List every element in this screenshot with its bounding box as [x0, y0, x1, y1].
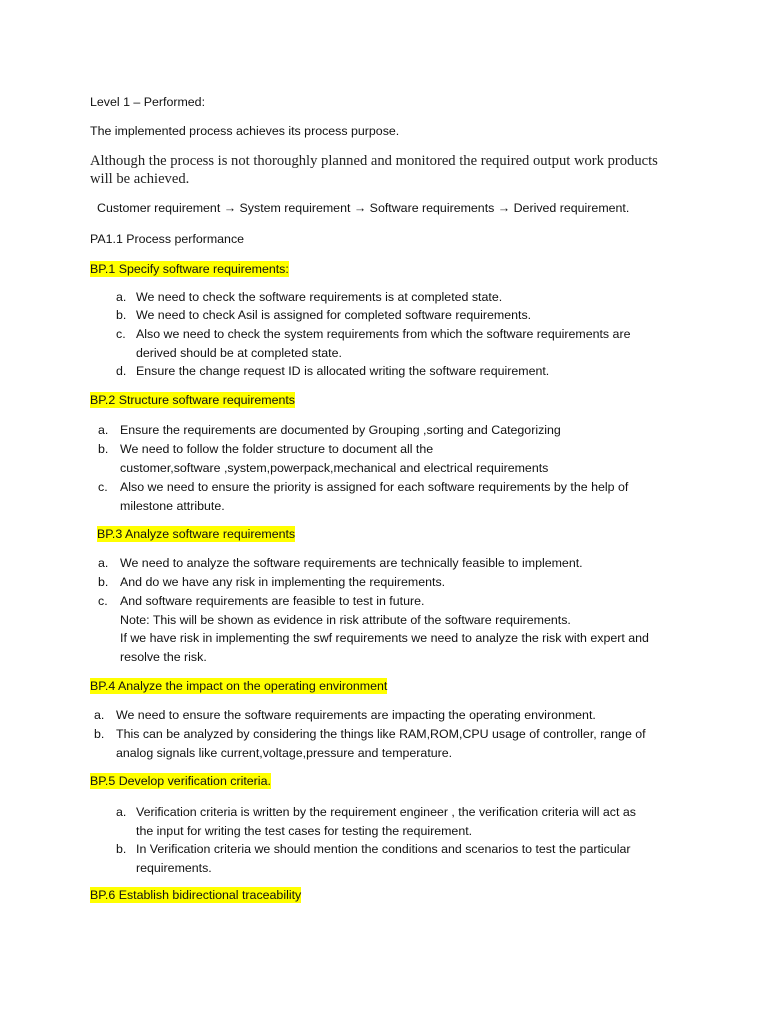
list-item-text: Ensure the requirements are documented by Grouping ,sorting and Categorizing	[120, 423, 561, 437]
list-marker: a.	[98, 556, 109, 570]
section-heading-text: BP.4 Analyze the impact on the operating environment	[90, 679, 388, 693]
list-marker: a.	[116, 290, 127, 304]
list-marker: c.	[116, 327, 126, 341]
list-item-text: We need to check the software requirements is at completed state.	[136, 290, 503, 304]
list-item-text: And do we have any risk in implementing the requirements.	[120, 575, 446, 589]
section-heading	[90, 393, 295, 408]
list-item-text: We need to check Asil is assigned for completed software requirements.	[136, 308, 532, 322]
section-heading	[90, 888, 301, 903]
requirement-flow: Customer requirement → System requirement → Software requirements → Derived requirement.	[97, 201, 630, 215]
section-heading	[90, 774, 271, 789]
note-line-1: Although the process is not thoroughly planned and monitored the required output work products	[90, 153, 658, 169]
list-marker: a.	[116, 805, 127, 819]
list-item-text: We need to follow the folder structure to document all the customer,software ,system,powerpack,mechanical and electrical requirements	[120, 442, 549, 475]
list-item-text: Verification criteria is written by the requirement engineer , the verification criteria will act as the input for writing the test cases for testing the requirement.	[136, 805, 636, 838]
level-heading: Level 1 – Performed:	[90, 95, 206, 109]
section-heading-text: BP.2 Structure software requirements	[90, 393, 296, 407]
list-item-text: Ensure the change request ID is allocated writing the software requirement.	[136, 364, 550, 378]
pa-heading: PA1.1 Process performance	[90, 232, 245, 246]
note-line-2: will be achieved.	[90, 171, 190, 187]
section-heading	[97, 527, 295, 542]
section-heading	[90, 262, 289, 277]
section-heading-text: BP.6 Establish bidirectional traceability	[90, 888, 302, 902]
list-marker: b.	[116, 308, 127, 322]
list-item-text: This can be analyzed by considering the things like RAM,ROM,CPU usage of controller, range of analog signals like current,voltage,pressure and temperature.	[116, 727, 646, 760]
list-marker: c.	[98, 480, 108, 494]
list-marker: d.	[116, 364, 127, 378]
list-item-text: Also we need to ensure the priority is assigned for each software requirements by the help of milestone attribute.	[120, 480, 629, 513]
section-heading-text: BP.3 Analyze software requirements	[97, 527, 296, 541]
list-marker: a.	[98, 423, 109, 437]
section-heading-text: BP.1 Specify software requirements:	[90, 262, 289, 276]
section-heading	[90, 679, 387, 694]
purpose-text: The implemented process achieves its process purpose.	[90, 124, 400, 138]
list-marker: b.	[98, 442, 109, 456]
list-item-text: Also we need to check the system requirements from which the software requirements are derived should be at completed state.	[136, 327, 631, 360]
list-item-text: We need to analyze the software requirements are technically feasible to implement.	[120, 556, 583, 570]
list-marker: b.	[116, 842, 127, 856]
list-marker: b.	[94, 727, 105, 741]
list-marker: b.	[98, 575, 109, 589]
list-marker: c.	[98, 594, 108, 608]
list-item-text: We need to ensure the software requirements are impacting the operating environment.	[116, 708, 596, 722]
list-item-text: In Verification criteria we should mention the conditions and scenarios to test the particular requirements.	[136, 842, 631, 875]
list-marker: a.	[94, 708, 105, 722]
list-item-text: And software requirements are feasible to test in future. Note: This will be shown as evidence in risk attribute of the software requirements. If we have risk in implementing the swf requirements we need to analyze the risk with expert and resolve the risk.	[120, 594, 649, 664]
section-heading-text: BP.5 Develop verification criteria.	[90, 774, 271, 788]
